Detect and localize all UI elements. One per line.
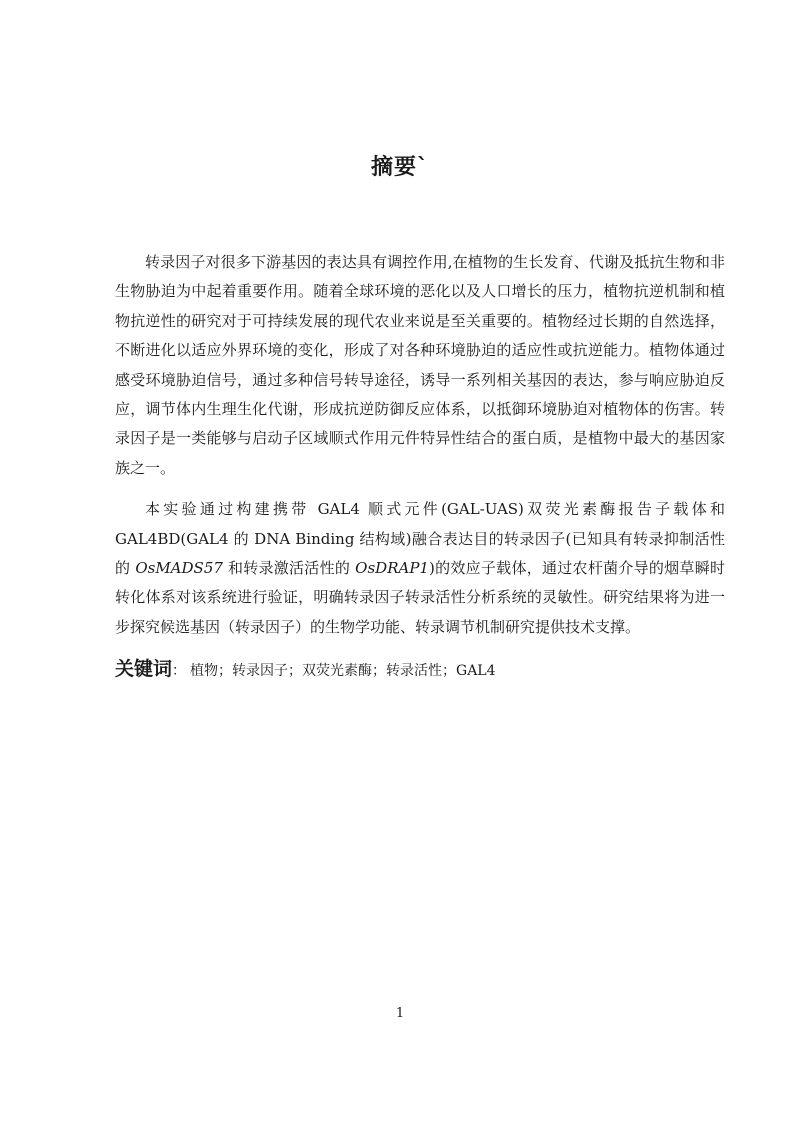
abstract-body [115,248,725,642]
gene-name-osdrap1: OsDRAP1 [355,559,429,578]
keywords-label: 关键词 [115,658,173,680]
abstract-paragraph-1: 转录因子对很多下游基因的表达具有调控作用,在植物的生长发育、代谢及抵抗生物和非生物胁迫为中起着重要作用。随着全球环境的恶化以及人口增长的压力，植物抗逆机制和植物抗逆性的研究对于可持续发展的现代农业来说是至关重要的。植物经过长期的自然选择，不断进化以适应外界环境的变化，形成了对各种环境胁迫的适应性或抗逆能力。植物体通过感受环境胁迫信号，通过多种信号转导途径，诱导一系列相关基因的表达，参与响应胁迫反应，调节体内生理生化代谢，形成抗逆防御反应体系，以抵御环境胁迫对植物体的伤害。转录因子是一类能够与启动子区域顺式作用元件特异性结合的蛋白质，是植物中最大的基因家族之一。 [115,253,725,477]
paragraph-2-text-a: 本实验通过构建携带 GAL4 顺式元件(GAL-UAS)双荧光素酶报告子载体和 GAL4BD(GAL4 的 DNA Binding 结构域)融合表达目的转录因子(已知具有转录抑制活性的 [115,500,725,578]
keywords-colon: ： [172,663,187,679]
abstract-paragraph-2 [115,495,725,642]
gene-name-osmads57: OsMADS57 [135,559,223,578]
keywords-values: 植物；转录因子；双荧光素酶；转录活性；GAL4 [190,663,496,679]
page-title: 摘要` [370,155,429,180]
keywords-line [115,654,496,681]
paragraph-2-text-c: )的效应子载体，通过农杆菌介导的烟草瞬时转化体系对该系统进行验证，明确转录因子转录活性分析系统的灵敏性。研究结果将为进一步探究候选基因（转录因子）的生物学功能、转录调节机制研究提供技术支撑。 [115,559,725,636]
page-number: 1 [395,1006,405,1021]
paragraph-2-text-b: 和转录激活活性的 [222,559,356,578]
